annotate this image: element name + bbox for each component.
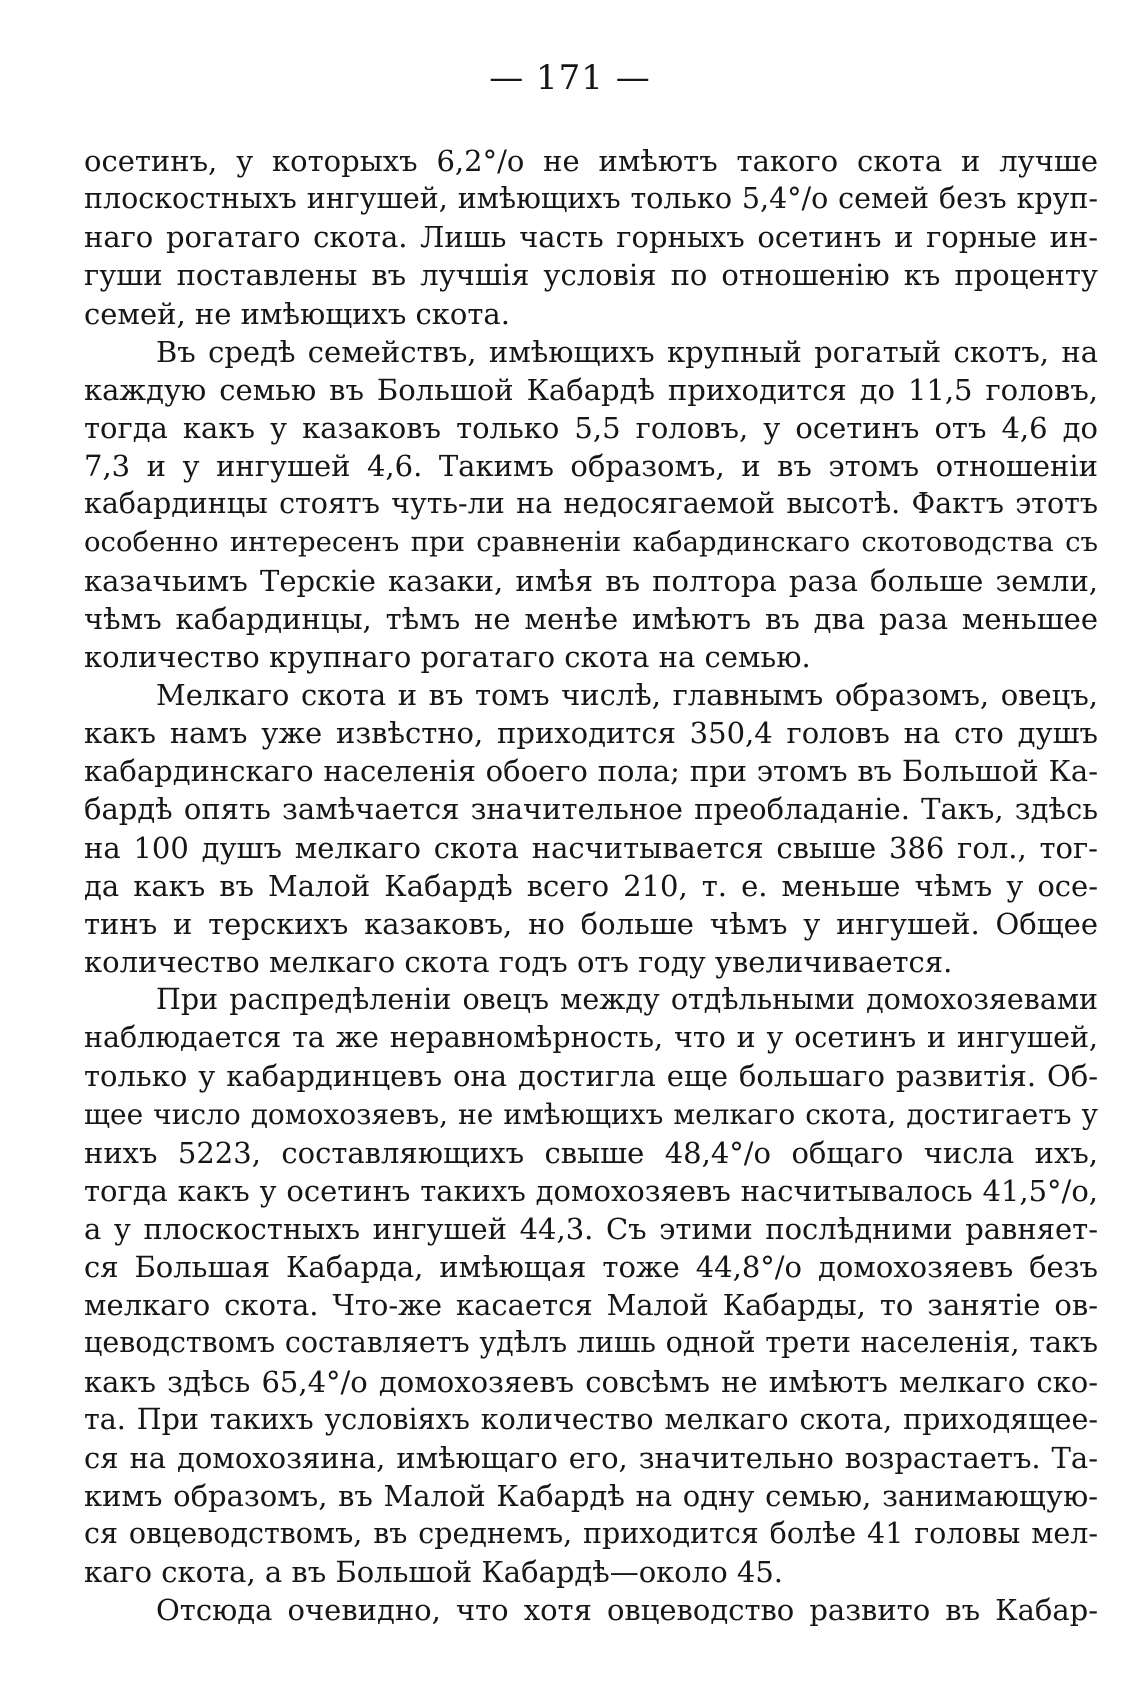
text-line: гуши поставлены въ лучшія условія по отношенію къ проценту <box>84 258 1098 293</box>
text-line: тогда какъ у осетинъ такихъ домохозяевъ насчитывалось 41,5°/о, <box>84 1173 1098 1208</box>
text-line: семей, не имѣющихъ скота. <box>84 296 510 331</box>
text-line: какъ здѣсь 65,4°/о домохозяевъ совсѣмъ не имѣютъ мелкаго ско- <box>84 1364 1098 1399</box>
text-line: осетинъ, у которыхъ 6,2°/о не имѣютъ такого скота и лучше <box>84 144 1098 178</box>
text-line: казачьимъ Терскіе казаки, имѣя въ полтора раза больше земли, <box>84 563 1098 598</box>
text-line: кабардинцы стоятъ чуть-ли на недосягаемой высотѣ. Фактъ этотъ <box>84 487 1098 521</box>
text-line: количество крупнаго рогатаго скота на семью. <box>84 639 811 674</box>
text-line: только у кабардинцевъ она достигла еще большаго развитія. Об- <box>84 1059 1098 1094</box>
text-line: на 100 душъ мелкаго скота насчитывается свыше 386 гол., тог- <box>84 830 1098 865</box>
text-line: наблюдается та же неравномѣрность, что и у осетинъ и ингушей, <box>84 1021 1098 1055</box>
text-line: ся на домохозяина, имѣющаго его, значительно возрастаетъ. Та- <box>84 1440 1098 1475</box>
text-line: количество мелкаго скота годъ отъ году увеличивается. <box>84 944 953 979</box>
text-line: 7,3 и у ингушей 4,6. Такимъ образомъ, и въ этомъ отношеніи <box>84 449 1098 484</box>
text-line: бардѣ опять замѣчается значительное преобладаніе. Такъ, здѣсь <box>84 792 1098 827</box>
text-line: нихъ 5223, составляющихъ свыше 48,4°/о общаго числа ихъ, <box>84 1135 1098 1170</box>
text-line: Отсюда очевидно, что хотя овцеводство развито въ Кабар- <box>156 1593 1098 1628</box>
text-line: мелкаго скота. Что-же касается Малой Кабарды, то занятіе ов- <box>84 1288 1098 1323</box>
text-line: тогда какъ у казаковъ только 5,5 головъ, у осетинъ отъ 4,6 до <box>84 410 1098 445</box>
text-line: кабардинскаго населенія обоего пола; при этомъ въ Большой Ка- <box>84 754 1098 789</box>
text-line: Въ средѣ семействъ, имѣющихъ крупный рогатый скотъ, на <box>156 334 1098 369</box>
text-line: да какъ въ Малой Кабардѣ всего 210, т. е. меньше чѣмъ у осе- <box>84 868 1098 903</box>
text-line: наго рогатаго скота. Лишь часть горныхъ осетинъ и горные ин- <box>84 220 1098 255</box>
text-line: тинъ и терскихъ казаковъ, но больше чѣмъ у ингушей. Общее <box>84 906 1098 941</box>
text-line: ся овцеводствомъ, въ среднемъ, приходится болѣе 41 головы мел- <box>84 1517 1098 1551</box>
text-line: плоскостныхъ ингушей, имѣющихъ только 5,4°/о семей безъ круп- <box>84 182 1098 216</box>
text-line: ся Большая Кабарда, имѣющая тоже 44,8°/о домохозяевъ безъ <box>84 1250 1098 1285</box>
text-line: щее число домохозяевъ, не имѣющихъ мелкаго скота, достигаетъ у <box>84 1097 1098 1131</box>
page-number: — 171 — <box>489 58 651 98</box>
text-line: какъ намъ уже извѣстно, приходится 350,4 головъ на сто душъ <box>84 716 1098 751</box>
text-line: каго скота, а въ Большой Кабардѣ—около 45. <box>84 1555 783 1590</box>
text-line: Мелкаго скота и въ томъ числѣ, главнымъ образомъ, овецъ, <box>156 677 1098 712</box>
text-line: кимъ образомъ, въ Малой Кабардѣ на одну семью, занимающую- <box>84 1478 1098 1513</box>
text-line: та. При такихъ условіяхъ количество мелкаго скота, приходящее- <box>84 1402 1098 1436</box>
text-line: цеводствомъ составляетъ удѣлъ лишь одной трети населенія, такъ <box>84 1326 1098 1360</box>
text-line: каждую семью въ Большой Кабардѣ приходится до 11,5 головъ, <box>84 372 1098 407</box>
text-line: особенно интересенъ при сравненіи кабардинскаго скотоводства съ <box>84 526 1098 559</box>
text-line: При распредѣленіи овецъ между отдѣльными домохозяевами <box>156 983 1098 1017</box>
text-line: а у плоскостныхъ ингушей 44,3. Съ этими послѣдними равняет- <box>84 1211 1098 1246</box>
text-line: чѣмъ кабардинцы, тѣмъ не менѣе имѣютъ въ два раза меньшее <box>84 601 1098 636</box>
body-text <box>84 142 1098 1629</box>
